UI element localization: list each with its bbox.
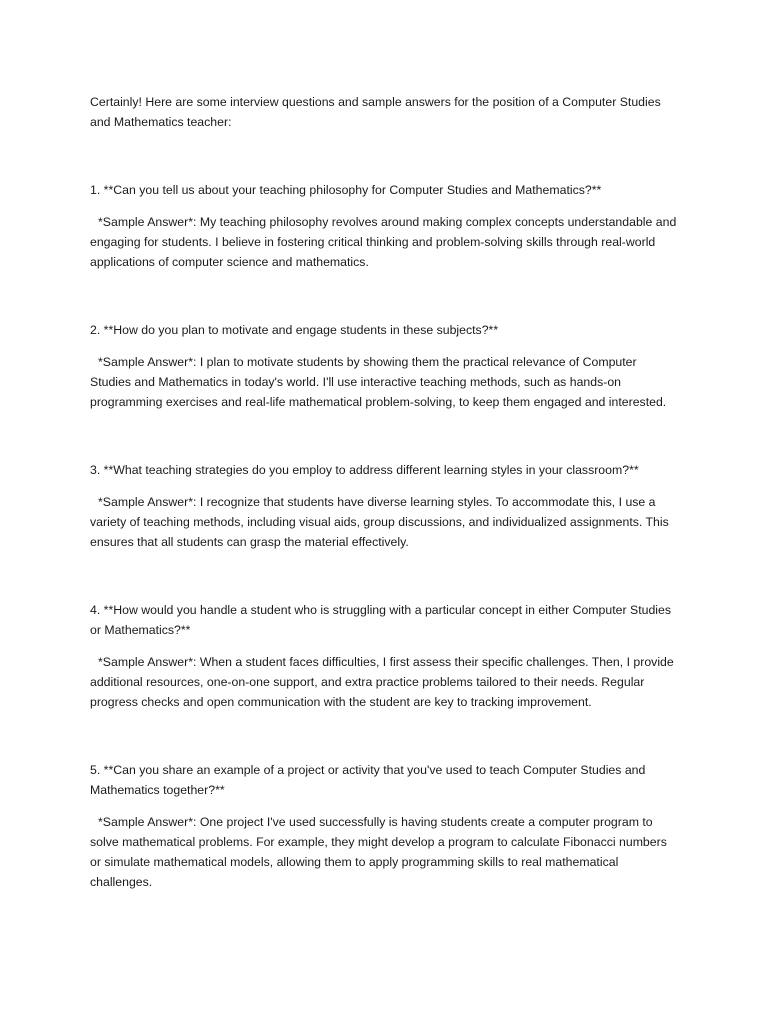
answer-1: *Sample Answer*: My teaching philosophy revolves around making complex concepts understandable and engaging for students. I believe in fostering critical thinking and problem-solving skills through real-world applications of computer science and mathematics.: [90, 215, 677, 269]
answer-5: *Sample Answer*: One project I've used successfully is having students create a computer program to solve mathematical problems. For example, they might develop a program to calculate Fibonacci numbers or simulate mathematical models, allowing them to apply programming skills to real mathematical challenges.: [90, 815, 667, 889]
question-4: 4. **How would you handle a student who is struggling with a particular concept in either Computer Studies or Mathematics?**: [90, 603, 672, 637]
qa-item-5: [90, 760, 680, 892]
question-2: 2. **How do you plan to motivate and engage students in these subjects?**: [90, 323, 499, 337]
qa-item-1: [90, 180, 680, 272]
question-5: 5. **Can you share an example of a project or activity that you've used to teach Computer Studies and Mathematics together?**: [90, 763, 646, 797]
qa-item-4: [90, 600, 680, 712]
intro-paragraph: Certainly! Here are some interview questions and sample answers for the position of a Computer Studies and Mathematics teacher:: [90, 95, 661, 129]
document-page: [90, 92, 680, 892]
qa-item-3: [90, 460, 680, 552]
answer-4: *Sample Answer*: When a student faces difficulties, I first assess their specific challenges. Then, I provide additional resources, one-on-one support, and extra practice problems tailored to their needs. Regular progress checks and open communication with the student are key to tracking improvement.: [90, 655, 674, 709]
question-3: 3. **What teaching strategies do you employ to address different learning styles in your classroom?**: [90, 463, 639, 477]
qa-item-2: [90, 320, 680, 412]
answer-2: *Sample Answer*: I plan to motivate students by showing them the practical relevance of Computer Studies and Mathematics in today's world. I'll use interactive teaching methods, such as hands-on programming exercises and real-life mathematical problem-solving, to keep them engaged and interested.: [90, 355, 667, 409]
question-1: 1. **Can you tell us about your teaching philosophy for Computer Studies and Mathematics?**: [90, 183, 602, 197]
answer-3: *Sample Answer*: I recognize that students have diverse learning styles. To accommodate this, I use a variety of teaching methods, including visual aids, group discussions, and individualized assignments. This ensures that all students can grasp the material effectively.: [90, 495, 669, 549]
